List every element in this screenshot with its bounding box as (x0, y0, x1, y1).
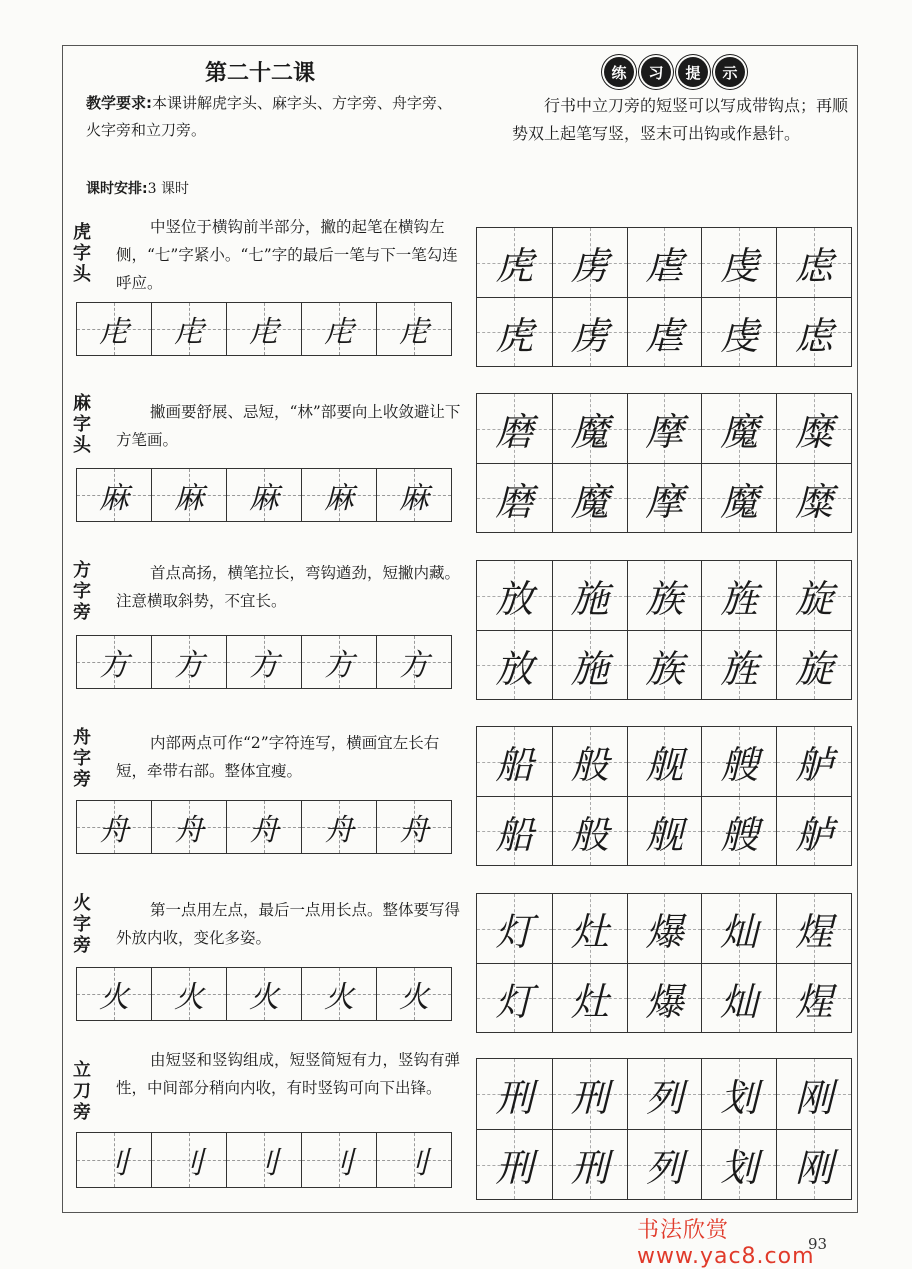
example-cell (552, 1129, 627, 1199)
radical-glyph: 方 (249, 648, 279, 683)
example-cell (776, 297, 851, 366)
radical-glyph: 刂 (324, 1146, 354, 1181)
radical-practice-strip (76, 468, 452, 522)
example-cell (776, 1059, 851, 1129)
radical-glyph: 刂 (174, 1146, 204, 1181)
example-char: 魔 (720, 479, 759, 524)
example-character-grid (476, 1058, 852, 1200)
radical-practice-strip (76, 302, 452, 356)
example-cell (627, 727, 702, 796)
tip-badge: 示 (715, 57, 745, 87)
radical-cell (151, 968, 226, 1020)
radical-cell (376, 801, 451, 853)
example-char: 虑 (795, 244, 834, 288)
example-char: 摩 (645, 410, 684, 454)
requirement-text: 本课讲解虎字头、麻字头、方字旁、舟字旁、火字旁和立刀旁。 (86, 94, 453, 139)
example-char: 刑 (570, 1075, 609, 1120)
radical-cell (151, 303, 226, 355)
section-description: 由短竖和竖钩组成，短竖简短有力，竖钩有弹性，中间部分稍向内收，有时竖钩可向下出锋。 (116, 1051, 461, 1097)
radical-cell (376, 303, 451, 355)
example-cell (477, 630, 552, 699)
example-cell (627, 463, 702, 532)
example-character-grid (476, 393, 852, 533)
radical-glyph: 火 (249, 980, 279, 1015)
example-cell (701, 394, 776, 463)
example-char: 舻 (795, 743, 834, 787)
radical-glyph: 麻 (399, 481, 429, 516)
example-cell (701, 297, 776, 366)
hours-label: 课时安排: (86, 181, 148, 197)
section-title: 虎字头 (73, 222, 91, 285)
example-char: 灿 (720, 979, 759, 1024)
example-char: 糜 (795, 479, 834, 524)
example-cell (552, 394, 627, 463)
example-char: 划 (720, 1146, 759, 1190)
section-title: 舟字旁 (73, 727, 91, 790)
example-cell (776, 796, 851, 865)
example-cell (627, 894, 702, 963)
example-cell (627, 297, 702, 366)
example-char: 划 (720, 1075, 759, 1120)
example-char: 旌 (720, 577, 759, 621)
radical-glyph: 舟 (174, 813, 204, 848)
example-cell (701, 228, 776, 297)
example-cell (552, 297, 627, 366)
section-description: 撇画要舒展、忌短，“林”部要向上收敛避让下方笔画。 (116, 403, 461, 449)
example-char: 摩 (645, 479, 684, 524)
example-char: 灯 (495, 979, 534, 1024)
radical-glyph: 方 (174, 648, 204, 683)
example-cell (627, 228, 702, 297)
example-cell (701, 1059, 776, 1129)
example-cell (552, 796, 627, 865)
example-char: 般 (570, 743, 609, 787)
radical-practice-strip (76, 800, 452, 854)
radical-cell (77, 636, 151, 688)
example-char: 磨 (495, 410, 534, 454)
example-char: 船 (495, 743, 534, 787)
radical-cell (301, 1133, 376, 1187)
radical-cell (376, 636, 451, 688)
radical-cell (376, 469, 451, 521)
example-cell (627, 1059, 702, 1129)
example-char: 虎 (495, 244, 534, 288)
example-char: 魔 (720, 410, 759, 454)
example-cell (776, 394, 851, 463)
example-cell (477, 727, 552, 796)
example-cell (477, 394, 552, 463)
section-description: 第一点用左点，最后一点用长点。整体要写得外放内收，变化多姿。 (116, 901, 461, 947)
teaching-requirement (86, 90, 466, 144)
example-cell (701, 963, 776, 1032)
example-char: 族 (645, 577, 684, 621)
radical-glyph: 虍 (399, 315, 429, 350)
example-char: 虎 (495, 313, 534, 358)
example-char: 船 (495, 812, 534, 857)
example-cell (701, 463, 776, 532)
example-cell (477, 1059, 552, 1129)
radical-cell (151, 1133, 226, 1187)
radical-cell (226, 801, 301, 853)
example-cell (477, 297, 552, 366)
example-char: 魔 (570, 410, 609, 454)
example-char: 爆 (645, 910, 684, 954)
example-char: 艘 (720, 812, 759, 857)
example-cell (552, 463, 627, 532)
example-cell (477, 796, 552, 865)
radical-glyph: 虍 (174, 315, 204, 350)
example-cell (627, 796, 702, 865)
example-cell (701, 894, 776, 963)
example-cell (776, 630, 851, 699)
example-char: 虔 (720, 244, 759, 288)
radical-glyph: 方 (324, 648, 354, 683)
example-cell (552, 1059, 627, 1129)
radical-cell (77, 968, 151, 1020)
radical-cell (226, 469, 301, 521)
radical-practice-strip (76, 967, 452, 1021)
example-char: 艘 (720, 743, 759, 787)
example-cell (552, 894, 627, 963)
radical-glyph: 麻 (99, 481, 129, 516)
example-char: 旌 (720, 646, 759, 691)
radical-cell (77, 801, 151, 853)
example-char: 虐 (645, 313, 684, 358)
tip-badge: 习 (641, 57, 671, 87)
radical-cell (301, 469, 376, 521)
radical-cell (376, 1133, 451, 1187)
example-char: 虏 (570, 244, 609, 288)
radical-practice-strip (76, 635, 452, 689)
section-title: 麻字头 (73, 393, 91, 456)
example-char: 爆 (645, 979, 684, 1024)
radical-glyph: 虍 (99, 315, 129, 350)
lesson-title: 第二十二课 (205, 61, 316, 86)
example-char: 煋 (795, 910, 834, 954)
practice-tip-text: 行书中立刀旁的短竖可以写成带钩点；再顺势双上起笔写竖，竖末可出钩或作悬针。 (512, 96, 849, 143)
radical-glyph: 舟 (99, 813, 129, 848)
example-cell (627, 561, 702, 630)
example-char: 放 (495, 577, 534, 621)
radical-glyph: 火 (174, 980, 204, 1015)
example-cell (552, 727, 627, 796)
radical-glyph: 方 (399, 648, 429, 683)
example-char: 魔 (570, 479, 609, 524)
example-cell (776, 561, 851, 630)
section-description: 中竖位于横钩前半部分，撇的起笔在横钩左侧，“七”字紧小。“七”字的最后一笔与下一笔勾连呼应。 (116, 218, 458, 292)
example-char: 旋 (795, 646, 834, 691)
section-title: 火字旁 (73, 893, 91, 956)
radical-glyph: 麻 (324, 481, 354, 516)
radical-glyph: 舟 (399, 813, 429, 848)
example-cell (776, 963, 851, 1032)
radical-cell (226, 636, 301, 688)
radical-cell (301, 968, 376, 1020)
example-char: 舻 (795, 812, 834, 857)
example-char: 灿 (720, 910, 759, 954)
radical-cell (376, 968, 451, 1020)
radical-cell (226, 1133, 301, 1187)
example-char: 虏 (570, 313, 609, 358)
example-char: 刚 (795, 1146, 834, 1190)
example-cell (701, 630, 776, 699)
example-char: 刑 (570, 1146, 609, 1190)
example-cell (477, 1129, 552, 1199)
radical-cell (151, 636, 226, 688)
example-char: 刚 (795, 1075, 834, 1120)
example-char: 舰 (645, 812, 684, 857)
practice-tip-badges (604, 57, 745, 87)
radical-cell (77, 469, 151, 521)
radical-glyph: 刂 (249, 1146, 279, 1181)
radical-glyph: 虍 (324, 315, 354, 350)
example-cell (776, 1129, 851, 1199)
example-cell (701, 561, 776, 630)
footer-watermark: 书法欣赏 www.yac8.com (637, 1218, 815, 1269)
example-char: 列 (645, 1075, 684, 1120)
example-cell (552, 228, 627, 297)
example-char: 族 (645, 646, 684, 691)
example-char: 煋 (795, 979, 834, 1024)
radical-cell (226, 968, 301, 1020)
example-cell (627, 630, 702, 699)
example-char: 舰 (645, 743, 684, 787)
example-char: 灯 (495, 910, 534, 954)
example-char: 般 (570, 812, 609, 857)
radical-cell (226, 303, 301, 355)
example-char: 磨 (495, 479, 534, 524)
radical-cell (151, 801, 226, 853)
example-char: 刑 (495, 1146, 534, 1190)
example-cell (776, 894, 851, 963)
radical-glyph: 火 (99, 980, 129, 1015)
example-cell (701, 796, 776, 865)
hours-value: 3 课时 (147, 181, 189, 197)
example-cell (627, 1129, 702, 1199)
radical-glyph: 麻 (174, 481, 204, 516)
section-description: 内部两点可作“2”字符连写，横画宜左长右短，牵带右部。整体宜瘦。 (116, 734, 440, 780)
radical-glyph: 刂 (399, 1146, 429, 1181)
section-title: 立刀旁 (73, 1060, 91, 1123)
example-cell (776, 727, 851, 796)
tip-badge: 提 (678, 57, 708, 87)
radical-glyph: 麻 (249, 481, 279, 516)
radical-cell (301, 636, 376, 688)
radical-glyph: 刂 (99, 1146, 129, 1181)
example-char: 列 (645, 1146, 684, 1190)
tip-badge: 练 (604, 57, 634, 87)
radical-cell (301, 801, 376, 853)
requirement-label: 教学要求: (86, 94, 152, 112)
page-number: 93 (808, 1235, 828, 1253)
radical-glyph: 火 (324, 980, 354, 1015)
example-cell (701, 727, 776, 796)
example-cell (552, 963, 627, 1032)
example-char: 放 (495, 646, 534, 691)
radical-glyph: 方 (99, 648, 129, 683)
example-cell (627, 394, 702, 463)
example-character-grid (476, 227, 852, 367)
example-char: 虑 (795, 313, 834, 358)
example-char: 糜 (795, 410, 834, 454)
example-character-grid (476, 726, 852, 866)
section-description: 首点高扬，横笔拉长，弯钩遒劲，短撇内藏。注意横取斜势，不宜长。 (116, 564, 461, 610)
example-cell (477, 228, 552, 297)
example-char: 虔 (720, 313, 759, 358)
radical-glyph: 舟 (324, 813, 354, 848)
example-char: 虐 (645, 244, 684, 288)
example-char: 施 (570, 577, 609, 621)
example-char: 灶 (570, 979, 609, 1024)
example-character-grid (476, 893, 852, 1033)
example-cell (477, 894, 552, 963)
radical-practice-strip (76, 1132, 452, 1188)
example-cell (701, 1129, 776, 1199)
example-cell (552, 630, 627, 699)
example-char: 刑 (495, 1075, 534, 1120)
example-cell (776, 463, 851, 532)
class-hours (86, 178, 189, 198)
radical-cell (77, 303, 151, 355)
example-cell (477, 963, 552, 1032)
radical-glyph: 火 (399, 980, 429, 1015)
radical-cell (301, 303, 376, 355)
example-char: 旋 (795, 577, 834, 621)
section-title: 方字旁 (73, 560, 91, 623)
radical-glyph: 虍 (249, 315, 279, 350)
radical-cell (77, 1133, 151, 1187)
example-char: 施 (570, 646, 609, 691)
example-cell (776, 228, 851, 297)
example-char: 灶 (570, 910, 609, 954)
example-cell (477, 561, 552, 630)
example-cell (627, 963, 702, 1032)
radical-glyph: 舟 (249, 813, 279, 848)
example-cell (552, 561, 627, 630)
example-cell (477, 463, 552, 532)
example-character-grid (476, 560, 852, 700)
radical-cell (151, 469, 226, 521)
